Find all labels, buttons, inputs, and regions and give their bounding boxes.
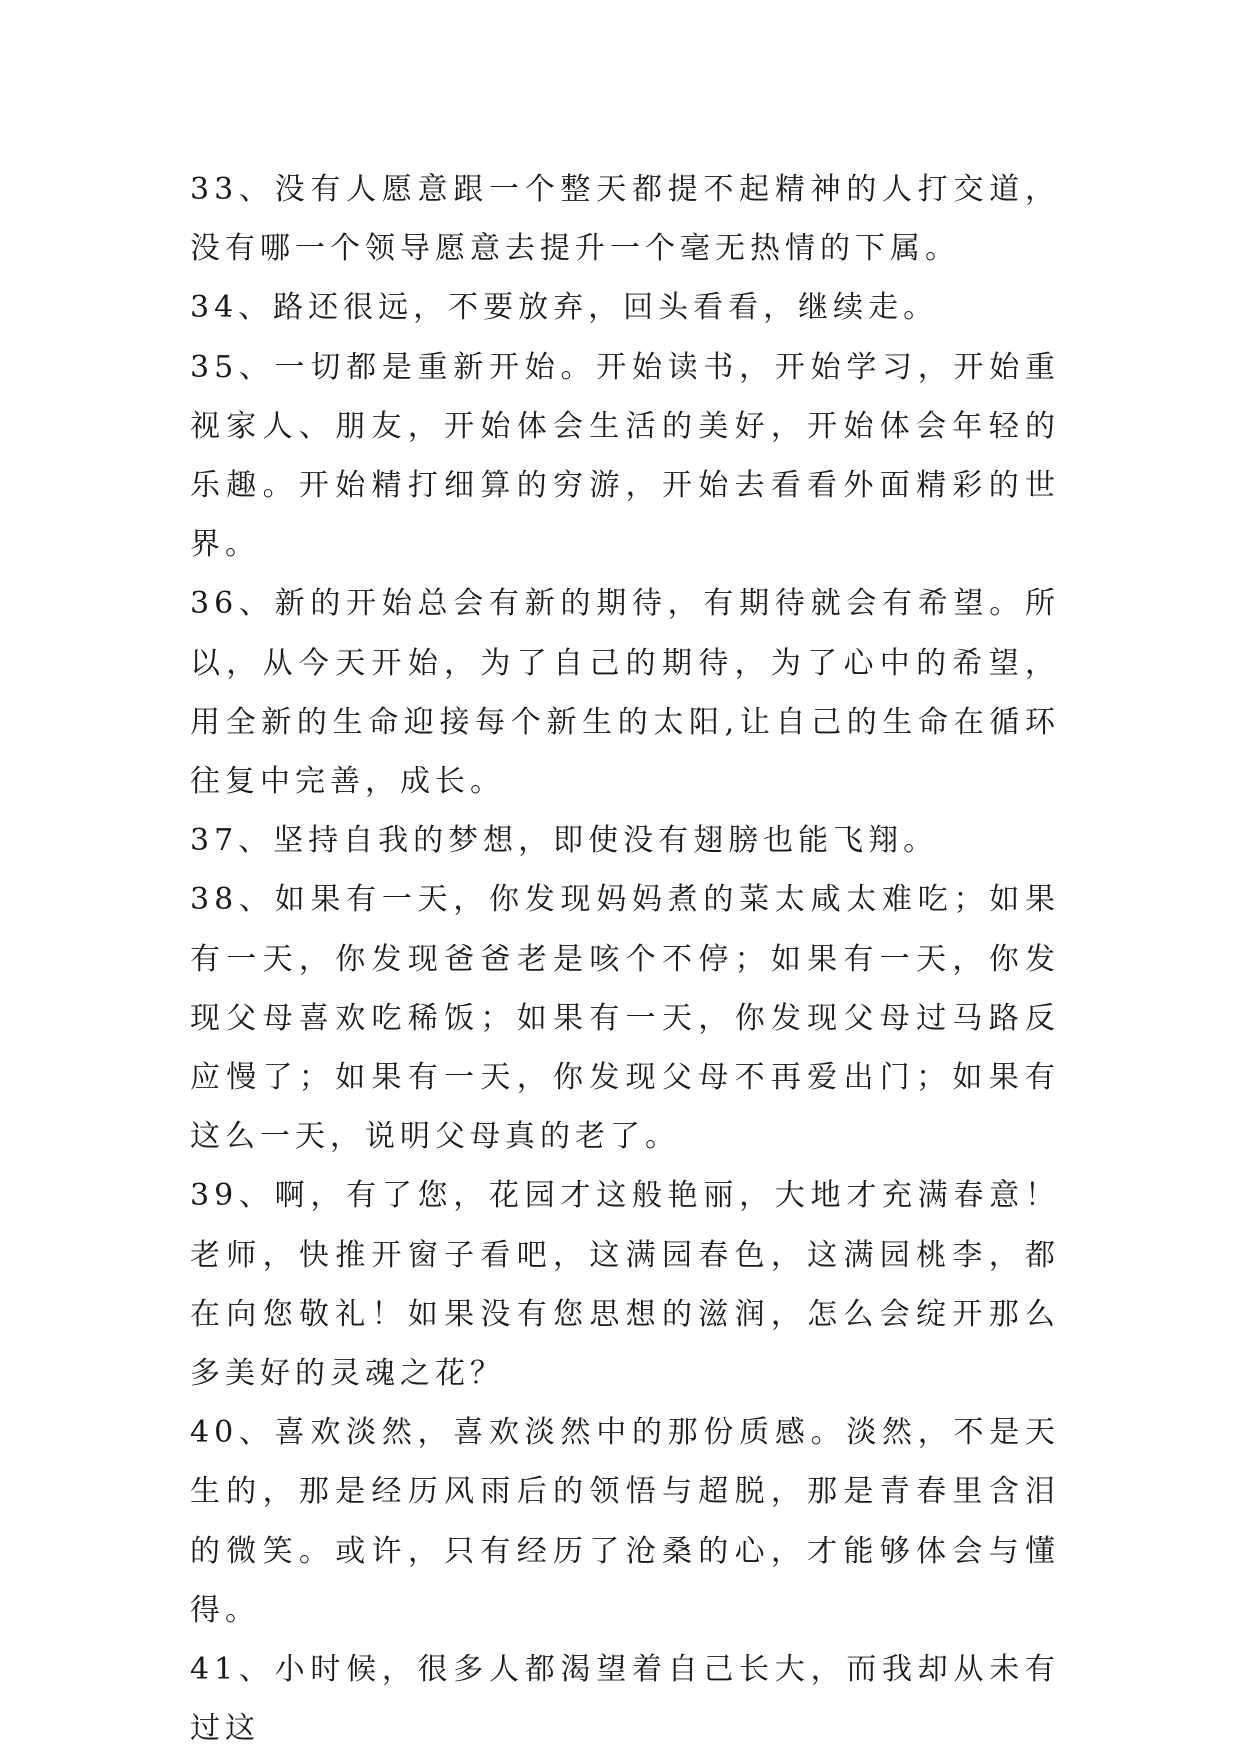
paragraph-34: 34、路还很远，不要放弃，回头看看，继续走。 xyxy=(190,290,939,326)
paragraph-36: 36、新的开始总会有新的期待，有期待就会有希望。所以，从今天开始，为了自己的期待，为了心中的希望，用全新的生命迎接每个新生的太阳,让自己的生命在循环往复中完善，成长。 xyxy=(190,586,1060,800)
paragraph-40: 40、喜欢淡然，喜欢淡然中的那份质感。淡然，不是天生的，那是经历风雨后的领悟与超脱，那是青春里含泪的微笑。或许，只有经历了沧桑的心，才能够体会与懂得。 xyxy=(190,1415,1060,1628)
paragraph-41: 41、小时候，很多人都渴望着自己长大，而我却从未有过这 xyxy=(190,1652,1060,1747)
paragraph-35: 35、一切都是重新开始。开始读书，开始学习，开始重视家人、朋友，开始体会生活的美好，开始体会年轻的乐趣。开始精打细算的穷游，开始去看看外面精彩的世界。 xyxy=(190,349,1060,563)
paragraph-39: 39、啊，有了您，花园才这般艳丽，大地才充满春意！老师，快推开窗子看吧，这满园春色，这满园桃李，都在向您敬礼！如果没有您思想的滋润，怎么会绽开那么多美好的灵魂之花？ xyxy=(190,1178,1060,1392)
paragraph-38: 38、如果有一天，你发现妈妈煮的菜太咸太难吃；如果有一天，你发现爸爸老是咳个不停；如果有一天，你发现父母喜欢吃稀饭；如果有一天，你发现父母过马路反应慢了；如果有一天，你发现父母不再爱出门；如果有这么一天，说明父母真的老了。 xyxy=(190,882,1060,1155)
paragraph-33: 33、没有人愿意跟一个整天都提不起精神的人打交道，没有哪一个领导愿意去提升一个毫无热情的下属。 xyxy=(190,172,1060,267)
paragraph-37: 37、坚持自我的梦想，即使没有翅膀也能飞翔。 xyxy=(190,823,939,859)
document-body xyxy=(190,160,1060,1758)
